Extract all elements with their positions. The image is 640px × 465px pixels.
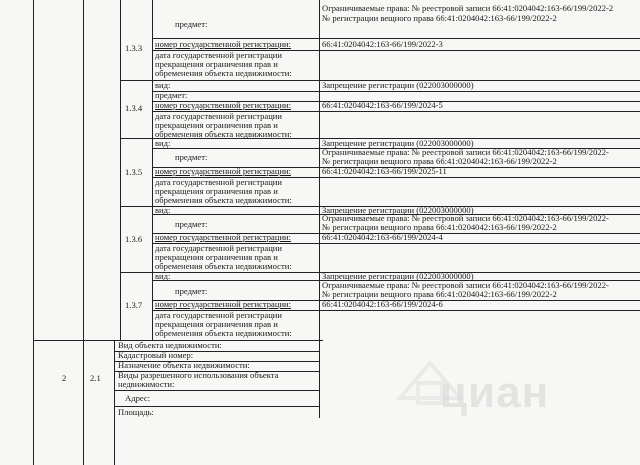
permitted-use-label: недвижимости: — [118, 379, 175, 389]
termination-date-label: дата государственной регистрации — [155, 243, 283, 253]
grid-line — [152, 0, 153, 340]
subject-label: предмет: — [175, 152, 208, 162]
cadastral-number-label: Кадастровый номер: — [118, 350, 194, 360]
termination-date-label: прекращения ограничения прав и — [155, 319, 278, 329]
subject-label: предмет: — [175, 286, 208, 296]
kind-label: вид: — [155, 80, 171, 90]
subject-label: предмет: — [175, 19, 208, 29]
subject-label: предмет: — [155, 90, 188, 100]
kind-value: Запрещение регистрации (022003000000) — [322, 80, 474, 90]
kind-value: Запрещение регистрации (022003000000) — [322, 271, 474, 281]
termination-date-label: дата государственной регистрации — [155, 50, 283, 60]
row-number: 1.3.4 — [125, 103, 143, 113]
regnum-value: 66:41:0204042:163-66/199/2025-11 — [322, 166, 447, 176]
grid-line — [33, 0, 34, 465]
regnum-label: номер государственной регистрации: — [155, 166, 292, 176]
subject-value: № регистрации вещного права 66:41:0204042:163-66/199/2022-2 — [322, 222, 557, 232]
regnum-value: 66:41:0204042:163-66/199/2024-5 — [322, 100, 443, 110]
termination-date-label: обременения объекта недвижимости: — [155, 129, 292, 139]
grid-line — [114, 340, 115, 465]
termination-date-label: обременения объекта недвижимости: — [155, 261, 292, 271]
regnum-value: 66:41:0204042:163-66/199/2024-4 — [322, 232, 443, 242]
kind-value: Запрещение регистрации (022003000000) — [322, 138, 474, 148]
subsection-number: 2.1 — [90, 373, 101, 383]
subject-value: № регистрации вещного права 66:41:0204042:163-66/199/2022-2 — [322, 289, 557, 299]
termination-date-label: прекращения ограничения прав и — [155, 120, 278, 130]
termination-date-label: дата государственной регистрации — [155, 177, 283, 187]
cell-line — [152, 91, 640, 92]
termination-date-label: прекращения ограничения прав и — [155, 252, 278, 262]
termination-date-label: прекращения ограничения прав и — [155, 186, 278, 196]
subject-value: Ограничиваемые права: № реестровой записи 66:41:0204042:163-66/199/2022- — [322, 213, 609, 223]
row-number: 1.3.3 — [125, 43, 143, 53]
regnum-label: номер государственной регистрации: — [155, 100, 292, 110]
subject-value: Ограничиваемые права: № реестровой записи 66:41:0204042:163-66/199/2022-2 — [322, 3, 614, 13]
termination-date-label: прекращения ограничения прав и — [155, 59, 278, 69]
subject-label: предмет: — [175, 219, 208, 229]
termination-date-label: дата государственной регистрации — [155, 310, 283, 320]
kind-label: вид: — [155, 138, 171, 148]
subject-value: Ограничиваемые права: № реестровой записи 66:41:0204042:163-66/199/2022- — [322, 147, 609, 157]
grid-line — [319, 0, 320, 418]
subject-value: Ограничиваемые права: № реестровой записи 66:41:0204042:163-66/199/2022- — [322, 280, 609, 290]
regnum-value: 66:41:0204042:163-66/199/2022-3 — [322, 39, 443, 49]
address-label: Адрес: — [125, 393, 151, 403]
kind-value: Запрещение регистрации (022003000000) — [322, 205, 474, 215]
kind-label: вид: — [155, 205, 171, 215]
termination-date-label: обременения объекта недвижимости: — [155, 68, 292, 78]
grid-line — [83, 0, 84, 465]
regnum-value: 66:41:0204042:163-66/199/2024-6 — [322, 299, 443, 309]
row-number: 1.3.6 — [125, 234, 143, 244]
termination-date-label: дата государственной регистрации — [155, 111, 283, 121]
object-kind-label: Вид объекта недвижимости: — [118, 340, 222, 350]
section-number: 2 — [62, 373, 67, 383]
regnum-label: номер государственной регистрации: — [155, 39, 292, 49]
subject-value: № регистрации вещного права 66:41:0204042:163-66/199/2022-2 — [322, 13, 557, 23]
watermark-brand: циан — [440, 368, 550, 417]
subject-value: № регистрации вещного права 66:41:0204042:163-66/199/2022-2 — [322, 156, 557, 166]
regnum-label: номер государственной регистрации: — [155, 232, 292, 242]
row-number: 1.3.7 — [125, 300, 143, 310]
permitted-use-label: Виды разрешенного использования объекта — [118, 370, 279, 380]
purpose-label: Назначение объекта недвижимости: — [118, 360, 250, 370]
grid-line — [120, 0, 121, 340]
termination-date-label: обременения объекта недвижимости: — [155, 195, 292, 205]
area-label: Площадь: — [118, 407, 154, 417]
regnum-label: номер государственной регистрации: — [155, 299, 292, 309]
termination-date-label: обременения объекта недвижимости: — [155, 328, 292, 338]
cell-line — [114, 390, 320, 391]
row-number: 1.3.5 — [125, 167, 143, 177]
kind-label: вид: — [155, 271, 171, 281]
